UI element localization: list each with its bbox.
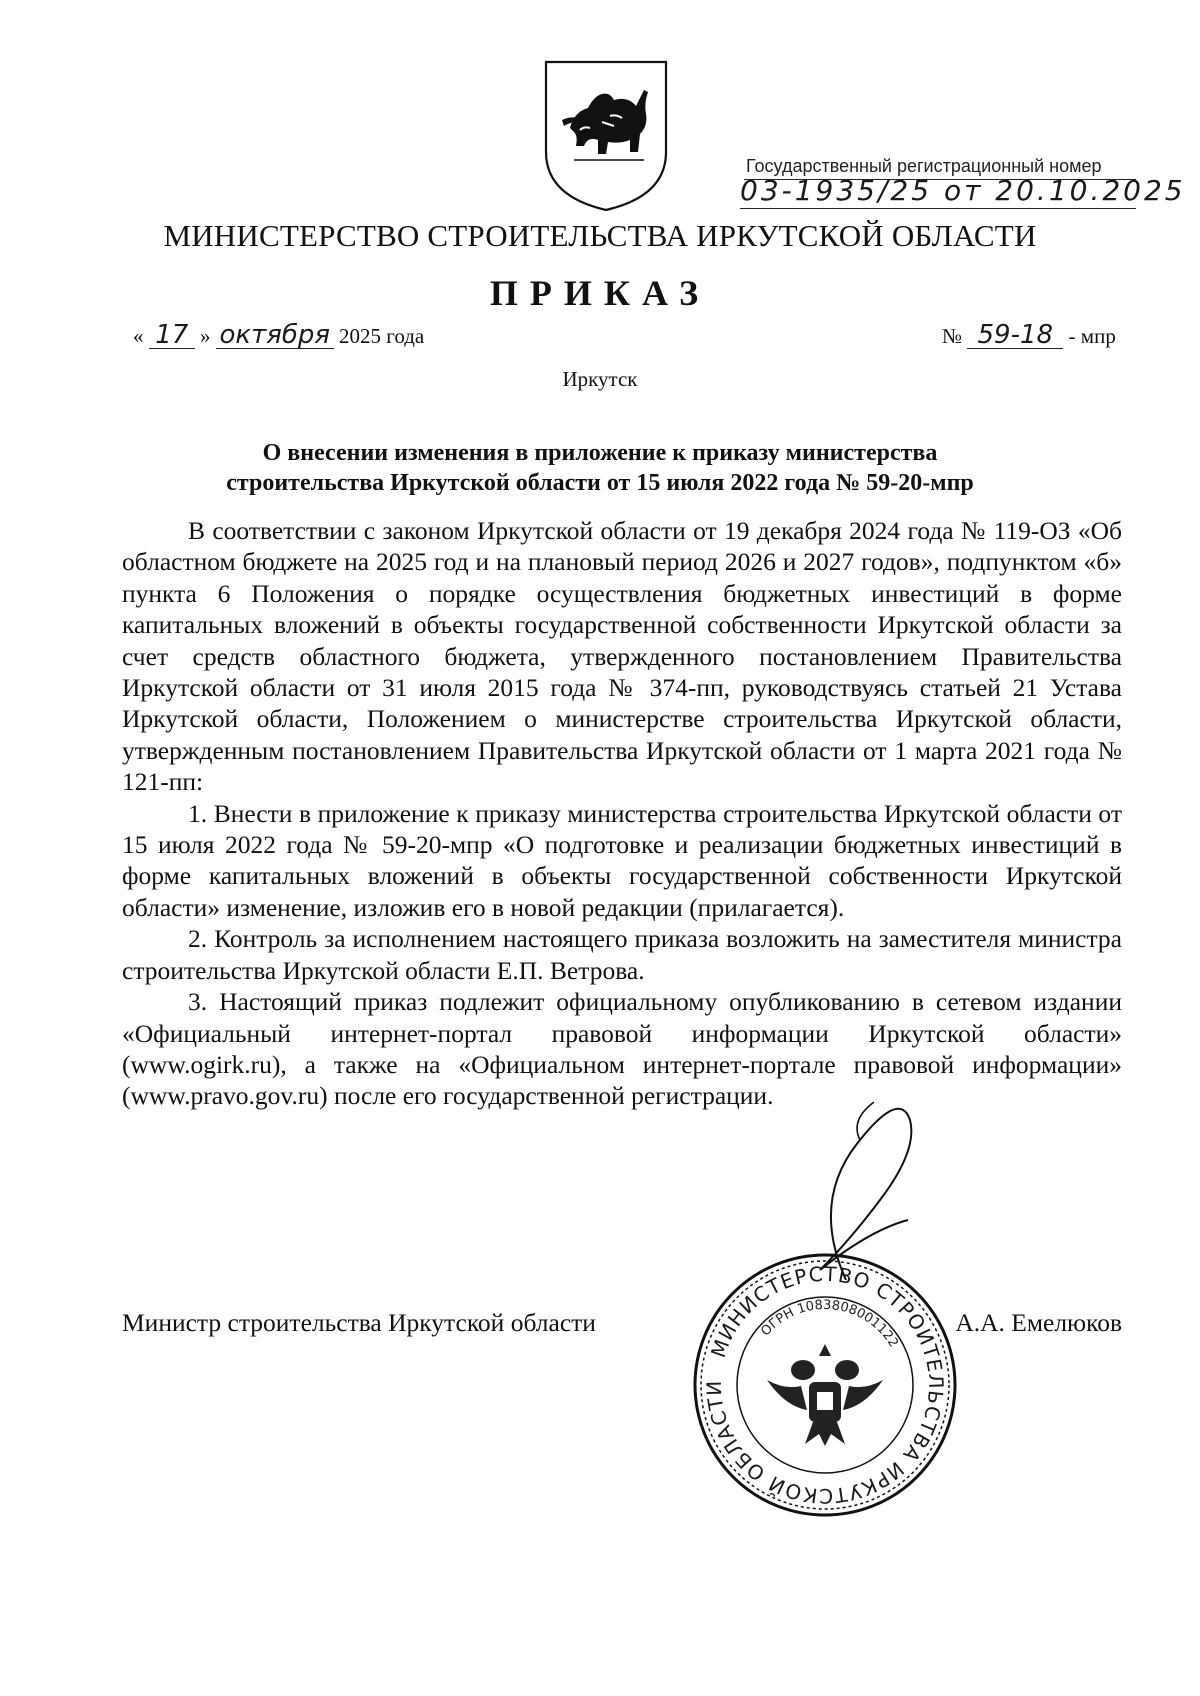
date-day: 17 [149, 322, 195, 349]
order-date [133, 322, 424, 349]
document-body [122, 515, 1122, 1112]
signer-name: А.А. Емелюков [955, 1308, 1122, 1337]
coat-of-arms [540, 56, 672, 214]
body-paragraph: 2. Контроль за исполнением настоящего приказа возложить на заместителя министра строительства Иркутской области Е.П. Ветрова. [122, 924, 1122, 985]
registration-number: 03-1935/25 от 20.10.2025 [740, 174, 1186, 207]
title-line: строительства Иркутской области от 15 июля 2022 года № 59-20-мпр [226, 470, 974, 496]
title-line: О внесении изменения в приложение к приказу министерства [262, 440, 938, 466]
registration-label: Государственный регистрационный номер [746, 156, 1102, 176]
svg-text:МИНИСТЕРСТВО СТРОИТЕЛЬСТВА ИРК: МИНИСТЕРСТВО СТРОИТЕЛЬСТВА ИРКУТСКОЙ ОБЛАСТИ [701, 1261, 949, 1509]
number-value: 59-18 [967, 322, 1063, 349]
document-title [150, 438, 1050, 498]
handwritten-signature [790, 1080, 950, 1310]
svg-text:ОГРН 1083808001122: ОГРН 1083808001122 [758, 1297, 901, 1351]
ministry-name: МИНИСТЕРСТВО СТРОИТЕЛЬСТВА ИРКУТСКОЙ ОБЛАСТИ [163, 218, 1037, 253]
number-prefix: № [942, 324, 963, 348]
body-paragraph: 3. Настоящий приказ подлежит официальному опубликованию в сетевом издании «Официальный интернет-портал правовой информации Иркутской области» (www.ogirk.ru), а также на «Официальном интернет-портале правовой информации» (www.pravo.gov.ru) после его государственной регистрации. [122, 987, 1122, 1111]
order-number [942, 322, 1116, 349]
quote-close: » [200, 324, 211, 348]
date-year: 2025 года [339, 324, 425, 348]
body-paragraph: 1. Внести в приложение к приказу министерства строительства Иркутской области от 15 июля 2022 года № 59-20-мпр «О подготовке и реализации бюджетных инвестиций в форме капитальных вложений в объекты государственной собственности Иркутской области» изменение, изложив его в новой редакции (прилагается). [122, 798, 1122, 922]
signer-position: Министр строительства Иркутской области [122, 1308, 596, 1337]
number-suffix: - мпр [1068, 324, 1116, 348]
registration-underline [740, 208, 1136, 209]
date-month: октября [216, 322, 334, 349]
document-type: ПРИКАЗ [489, 273, 711, 313]
quote-open: « [133, 324, 144, 348]
body-paragraph: В соответствии с законом Иркутской области от 19 декабря 2024 года № 119-ОЗ «Об областном бюджете на 2025 год и на плановый период 2026 и 2027 годов», подпунктом «б» пункта 6 Положения о порядке осуществления бюджетных инвестиций в форме капитальных вложений в объекты государственной собственности Иркутской области за счет средств областного бюджета, утвержденного постановлением Правительства Иркутской области от 31 июля 2015 года № 374-пп, руководствуясь статьей 21 Устава Иркутской области, Положением о министерстве строительства Иркутской области, утвержденным постановлением Правительства Иркутской области от 1 марта 2021 года № 121-пп: [122, 516, 1122, 797]
city: Иркутск [562, 367, 638, 391]
